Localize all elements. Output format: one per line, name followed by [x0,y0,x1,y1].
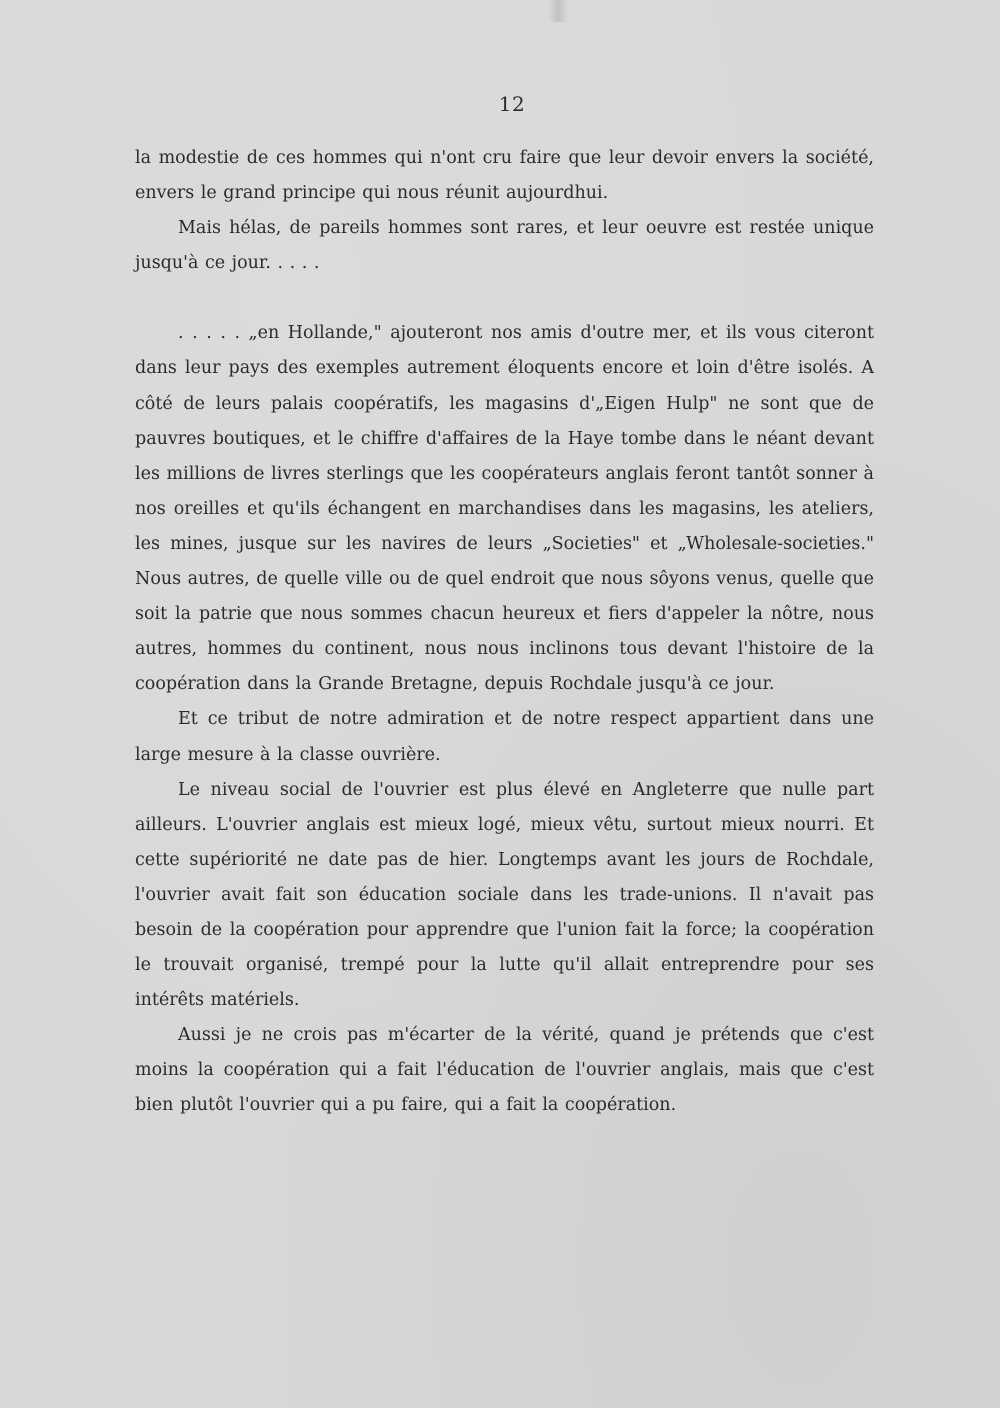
paragraph: Et ce tribut de notre admiration et de notre respect appartient dans une large mesure à la classe ouvrière. [135,709,874,765]
paragraph-gap [135,281,874,316]
paragraph: Aussi je ne crois pas m'écarter de la vérité, quand je prétends que c'est moins la coopération qui a fait l'éducation de l'ouvrier anglais, mais que c'est bien plutôt l'ouvrier qui a pu faire, qui a fait la coopération. [135,1025,874,1116]
paragraph: Le niveau social de l'ouvrier est plus élevé en Angleterre que nulle part ailleurs. L'ouvrier anglais est mieux logé, mieux vêtu, surtout mieux nourri. Et cette supériorité ne date pas de hier. Longtemps avant les jours de Rochdale, l'ouvrier avait fait son éducation sociale dans les trade-unions. Il n'avait pas besoin de la coopération pour apprendre que l'union fait la force; la coopération le trouvait organisé, trempé pour la lutte qu'il allait entreprendre pour ses intérêts matériels. [135,779,874,1011]
paragraph: Mais hélas, de pareils hommes sont rares, et leur oeuvre est restée unique jusqu'à ce jour. . . . . [135,218,874,274]
paragraph: . . . . . „en Hollande," ajouteront nos amis d'outre mer, et ils vous citeront dans leur pays des exemples autrement éloquents encore et loin d'être isolés. A côté de leurs palais coopératifs, les magasins d'„Eigen Hulp" ne sont que de pauvres boutiques, et le chiffre d'affaires de la Haye tombe dans le néant devant les millions de livres sterlings que les coopérateurs anglais feront tantôt sonner à nos oreilles et qu'ils échangent en marchandises dans les magasins, les ateliers, les mines, jusque sur les navires de leurs „Societies" et „Wholesale-societies." Nous autres, de quelle ville ou de quel endroit que nous sôyons venus, quelle que soit la patrie que nous sommes chacun heureux et fiers d'appeler la nôtre, nous autres, hommes du continent, nous nous inclinons tous devant l'histoire de la coopération dans la Grande Bretagne, depuis Rochdale jusqu'à ce jour. [135,323,874,695]
body-text [135,141,874,1124]
binding-shadow [548,0,568,22]
paragraph: la modestie de ces hommes qui n'ont cru faire que leur devoir envers la société, envers le grand principe qui nous réunit aujourdhui. [135,148,874,204]
page-number: 12 [498,92,526,116]
